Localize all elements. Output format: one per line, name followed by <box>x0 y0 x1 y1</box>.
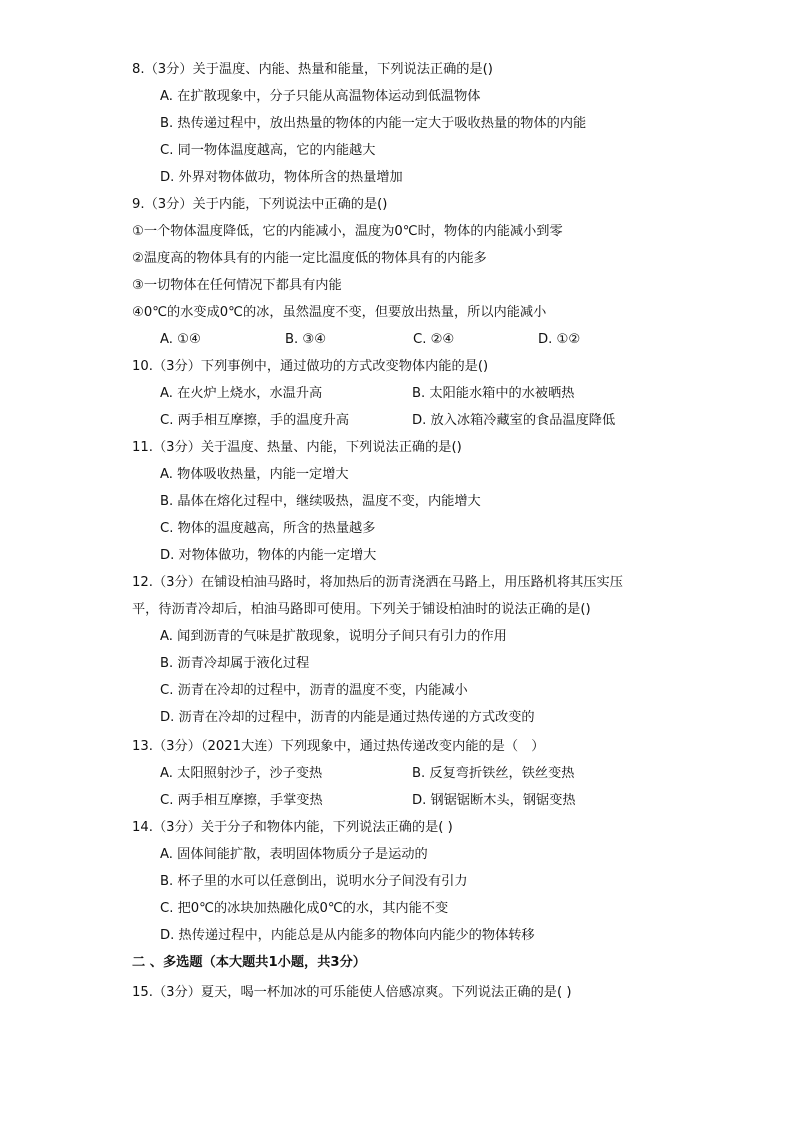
question-14-stem: 14.（3分）关于分子和物体内能，下列说法正确的是( ) <box>132 820 453 835</box>
question-8-option-a: A. 在扩散现象中，分子只能从高温物体运动到低温物体 <box>160 89 481 104</box>
question-11-option-c: C. 物体的温度越高，所含的热量越多 <box>160 521 376 536</box>
question-15-stem: 15.（3分）夏天，喝一杯加冰的可乐能使人倍感凉爽。下列说法正确的是( ) <box>132 985 572 1000</box>
question-14-option-a: A. 固体间能扩散，表明固体物质分子是运动的 <box>160 847 428 862</box>
question-9-statement-4: ④0℃的水变成0℃的冰，虽然温度不变，但要放出热量，所以内能减小 <box>132 305 547 320</box>
question-12-option-c: C. 沥青在冷却的过程中，沥青的温度不变，内能减小 <box>160 683 468 698</box>
question-8-option-c: C. 同一物体温度越高，它的内能越大 <box>160 143 376 158</box>
question-10-option-d: D. 放入冰箱冷藏室的食品温度降低 <box>412 413 616 428</box>
question-13-option-d: D. 钢锯锯断木头，钢锯变热 <box>412 793 576 808</box>
question-13-option-b: B. 反复弯折铁丝，铁丝变热 <box>412 766 575 781</box>
question-12-option-b: B. 沥青冷却属于液化过程 <box>160 656 310 671</box>
question-10-stem: 10.（3分）下列事例中，通过做功的方式改变物体内能的是() <box>132 359 489 374</box>
question-11-stem: 11.（3分）关于温度、热量、内能，下列说法正确的是() <box>132 440 462 455</box>
question-11-option-a: A. 物体吸收热量，内能一定增大 <box>160 467 349 482</box>
question-10-option-b: B. 太阳能水箱中的水被晒热 <box>412 386 575 401</box>
question-9-statement-1: ①一个物体温度降低，它的内能减小，温度为0℃时，物体的内能减小到零 <box>132 224 563 239</box>
question-13-option-a: A. 太阳照射沙子，沙子变热 <box>160 766 323 781</box>
question-14-option-b: B. 杯子里的水可以任意倒出，说明水分子间没有引力 <box>160 874 468 889</box>
question-9-option-c: C. ②④ <box>413 332 455 347</box>
question-8-option-d: D. 外界对物体做功，物体所含的热量增加 <box>160 170 403 185</box>
question-12-stem-continued: 平，待沥青冷却后，柏油马路即可使用。下列关于铺设柏油时的说法正确的是() <box>132 602 591 617</box>
question-11-option-d: D. 对物体做功，物体的内能一定增大 <box>160 548 377 563</box>
question-14-option-c: C. 把0℃的冰块加热融化成0℃的水，其内能不变 <box>160 901 449 916</box>
question-13-option-c: C. 两手相互摩擦，手掌变热 <box>160 793 323 808</box>
question-12-option-d: D. 沥青在冷却的过程中，沥青的内能是通过热传递的方式改变的 <box>160 710 535 725</box>
section-2-title: 二 、多选题（本大题共1小题，共3分） <box>132 955 366 970</box>
question-10-option-a: A. 在火炉上烧水，水温升高 <box>160 386 323 401</box>
question-14-option-d: D. 热传递过程中，内能总是从内能多的物体向内能少的物体转移 <box>160 928 535 943</box>
question-10-option-c: C. 两手相互摩擦，手的温度升高 <box>160 413 350 428</box>
question-12-stem: 12.（3分）在铺设柏油马路时，将加热后的沥青浇洒在马路上，用压路机将其压实压 <box>132 575 623 590</box>
question-9-statement-2: ②温度高的物体具有的内能一定比温度低的物体具有的内能多 <box>132 251 487 266</box>
question-11-option-b: B. 晶体在熔化过程中，继续吸热，温度不变，内能增大 <box>160 494 481 509</box>
question-9-option-a: A. ①④ <box>160 332 201 347</box>
question-9-option-d: D. ①② <box>538 332 581 347</box>
question-9-statement-3: ③一切物体在任何情况下都具有内能 <box>132 278 342 293</box>
question-9-option-b: B. ③④ <box>285 332 327 347</box>
question-9-stem: 9.（3分）关于内能，下列说法中正确的是() <box>132 197 388 212</box>
question-8-stem: 8.（3分）关于温度、内能、热量和能量，下列说法正确的是() <box>132 62 493 77</box>
question-8-option-b: B. 热传递过程中，放出热量的物体的内能一定大于吸收热量的物体的内能 <box>160 116 587 131</box>
question-13-stem: 13.（3分）（2021大连）下列现象中，通过热传递改变内能的是（ ） <box>132 739 545 754</box>
question-12-option-a: A. 闻到沥青的气味是扩散现象，说明分子间只有引力的作用 <box>160 629 507 644</box>
